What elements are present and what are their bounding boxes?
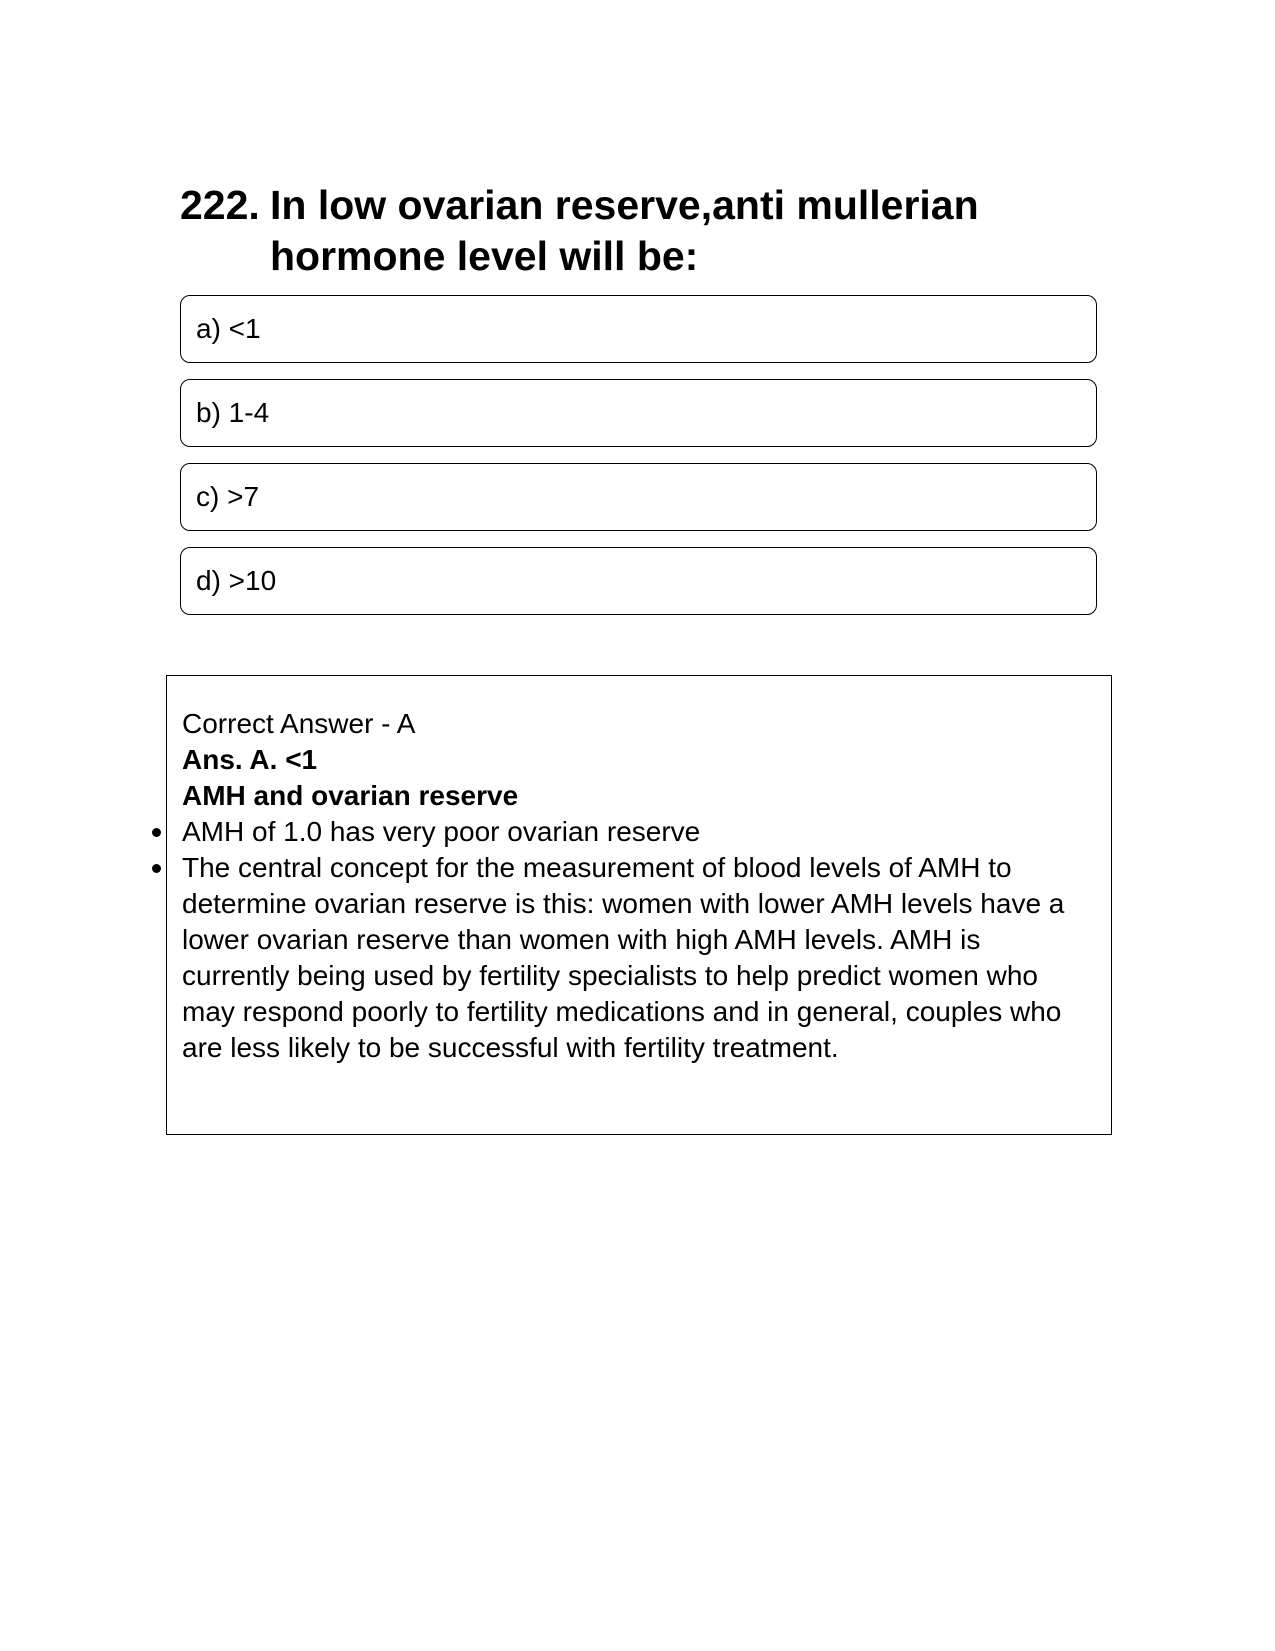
option-d[interactable]: d) >10 xyxy=(180,547,1097,615)
question-number: 222. xyxy=(180,182,260,228)
correct-answer-line: Correct Answer - A xyxy=(182,708,416,739)
option-c[interactable]: c) >7 xyxy=(180,463,1097,531)
ans-line: Ans. A. <1 xyxy=(182,744,318,775)
bullet-icon xyxy=(152,864,161,873)
bullet-item xyxy=(182,850,1091,1066)
bullet-text: The central concept for the measurement of blood levels of AMH to determine ovarian reserve is this: women with lower AMH levels have a lower ovarian reserve than women with high AMH levels. AMH is currently being used by fertility specialists to help predict women who may respond poorly to fertility medications and in general, couples who are less likely to be successful with fertility treatment. xyxy=(182,852,1065,1063)
question-text: In low ovarian reserve,anti mullerian hormone level will be: xyxy=(270,182,979,279)
bullet-icon xyxy=(152,828,161,837)
explanation-bullets xyxy=(182,814,1091,1066)
bullet-text: AMH of 1.0 has very poor ovarian reserve xyxy=(182,816,701,847)
answer-explanation-box xyxy=(166,675,1112,1135)
bullet-item xyxy=(182,814,1091,850)
option-b[interactable]: b) 1-4 xyxy=(180,379,1097,447)
options-list xyxy=(180,295,1097,631)
explanation-heading: AMH and ovarian reserve xyxy=(182,780,519,811)
option-a[interactable]: a) <1 xyxy=(180,295,1097,363)
question-title xyxy=(180,180,1080,282)
